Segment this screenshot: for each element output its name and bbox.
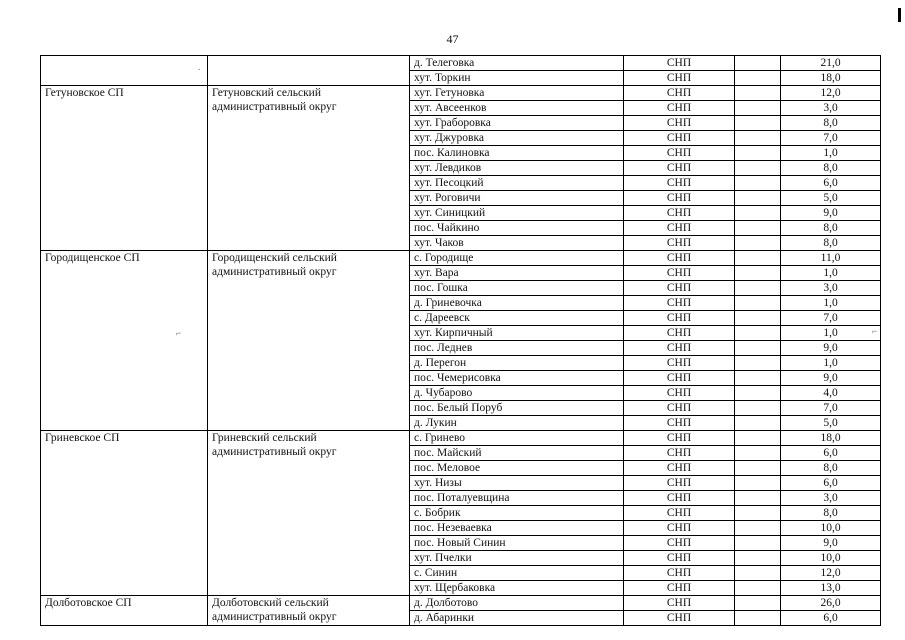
settlement-municipality: Городищенское СП	[41, 251, 208, 431]
settlement-type: СНП	[624, 611, 735, 626]
settlement-type: СНП	[624, 311, 735, 326]
settlement-value: 6,0	[781, 446, 881, 461]
settlement-name: пос. Гошка	[410, 281, 624, 296]
empty-cell	[735, 536, 781, 551]
settlement-name: д. Гриневочка	[410, 296, 624, 311]
settlement-value: 12,0	[781, 86, 881, 101]
settlement-type: СНП	[624, 146, 735, 161]
settlement-value: 18,0	[781, 71, 881, 86]
settlement-type: СНП	[624, 371, 735, 386]
settlement-name: хут. Граборовка	[410, 116, 624, 131]
empty-cell	[735, 596, 781, 611]
settlement-value: 7,0	[781, 401, 881, 416]
settlement-value: 3,0	[781, 281, 881, 296]
empty-cell	[735, 326, 781, 341]
empty-cell	[735, 71, 781, 86]
administrative-district: Долботовский сельский административный округ	[208, 596, 410, 626]
settlement-name: хут. Песоцкий	[410, 176, 624, 191]
empty-cell	[735, 416, 781, 431]
settlement-value: 3,0	[781, 101, 881, 116]
settlement-value: 5,0	[781, 191, 881, 206]
empty-cell	[735, 236, 781, 251]
settlement-name: хут. Кирпичный	[410, 326, 624, 341]
empty-cell	[735, 581, 781, 596]
table-row	[41, 56, 881, 71]
settlement-value: 9,0	[781, 206, 881, 221]
table-row	[41, 431, 881, 446]
empty-cell	[735, 521, 781, 536]
settlement-name: хут. Торкин	[410, 71, 624, 86]
page-number: 47	[446, 32, 459, 46]
administrative-district: Гриневский сельский административный округ	[208, 431, 410, 596]
settlement-value: 1,0	[781, 326, 881, 341]
empty-cell	[735, 566, 781, 581]
empty-cell	[735, 506, 781, 521]
settlement-value: 4,0	[781, 386, 881, 401]
settlement-name: пос. Новый Синин	[410, 536, 624, 551]
settlement-type: СНП	[624, 506, 735, 521]
settlement-type: СНП	[624, 581, 735, 596]
settlement-name: хут. Синицкий	[410, 206, 624, 221]
settlement-value: 5,0	[781, 416, 881, 431]
empty-cell	[735, 131, 781, 146]
settlement-type: СНП	[624, 596, 735, 611]
settlement-name: хут. Левдиков	[410, 161, 624, 176]
settlement-type: СНП	[624, 86, 735, 101]
settlement-type: СНП	[624, 71, 735, 86]
settlement-municipality: Гриневское СП	[41, 431, 208, 596]
settlement-value: 8,0	[781, 221, 881, 236]
settlement-name: хут. Роговичи	[410, 191, 624, 206]
empty-cell	[735, 371, 781, 386]
settlement-value: 11,0	[781, 251, 881, 266]
settlement-name: хут. Щербаковка	[410, 581, 624, 596]
empty-cell	[735, 431, 781, 446]
settlement-type: СНП	[624, 566, 735, 581]
settlement-name: с. Бобрик	[410, 506, 624, 521]
empty-cell	[735, 611, 781, 626]
settlement-name: пос. Меловое	[410, 461, 624, 476]
scan-edge-mark	[898, 8, 901, 22]
settlement-value: 6,0	[781, 476, 881, 491]
table-row	[41, 251, 881, 266]
settlement-type: СНП	[624, 191, 735, 206]
scan-speck: .	[198, 62, 201, 72]
empty-cell	[735, 296, 781, 311]
settlement-name: пос. Поталуевщина	[410, 491, 624, 506]
settlement-type: СНП	[624, 356, 735, 371]
empty-cell	[735, 551, 781, 566]
empty-cell	[735, 401, 781, 416]
settlement-name: пос. Майский	[410, 446, 624, 461]
settlement-name: пос. Белый Поруб	[410, 401, 624, 416]
settlement-type: СНП	[624, 386, 735, 401]
settlements-table	[40, 55, 881, 626]
settlement-value: 9,0	[781, 536, 881, 551]
empty-cell	[735, 386, 781, 401]
empty-cell	[735, 341, 781, 356]
settlement-type: СНП	[624, 401, 735, 416]
settlement-municipality: Гетуновское СП	[41, 86, 208, 251]
empty-cell	[735, 266, 781, 281]
settlement-name: с. Синин	[410, 566, 624, 581]
empty-cell	[735, 476, 781, 491]
settlement-name: пос. Леднев	[410, 341, 624, 356]
settlement-value: 6,0	[781, 611, 881, 626]
empty-cell	[735, 461, 781, 476]
settlement-name: д. Телеговка	[410, 56, 624, 71]
settlement-type: СНП	[624, 296, 735, 311]
settlement-name: пос. Чайкино	[410, 221, 624, 236]
settlement-name: хут. Низы	[410, 476, 624, 491]
settlement-type: СНП	[624, 446, 735, 461]
settlement-value: 18,0	[781, 431, 881, 446]
empty-cell	[735, 191, 781, 206]
settlement-name: хут. Гетуновка	[410, 86, 624, 101]
settlement-type: СНП	[624, 131, 735, 146]
empty-cell	[735, 446, 781, 461]
settlement-name: хут. Джуровка	[410, 131, 624, 146]
empty-cell	[735, 86, 781, 101]
empty-cell	[735, 356, 781, 371]
empty-cell	[735, 251, 781, 266]
settlement-type: СНП	[624, 161, 735, 176]
administrative-district	[208, 56, 410, 86]
administrative-district: Городищенский сельский административный округ	[208, 251, 410, 431]
table-row	[41, 596, 881, 611]
empty-cell	[735, 176, 781, 191]
settlement-value: 7,0	[781, 131, 881, 146]
empty-cell	[735, 116, 781, 131]
empty-cell	[735, 221, 781, 236]
settlement-value: 8,0	[781, 116, 881, 131]
settlement-type: СНП	[624, 56, 735, 71]
settlement-name: хут. Вара	[410, 266, 624, 281]
settlement-value: 8,0	[781, 161, 881, 176]
settlement-value: 8,0	[781, 506, 881, 521]
empty-cell	[735, 56, 781, 71]
administrative-district: Гетуновский сельский административный округ	[208, 86, 410, 251]
settlement-type: СНП	[624, 326, 735, 341]
settlement-name: д. Долботово	[410, 596, 624, 611]
settlement-value: 21,0	[781, 56, 881, 71]
empty-cell	[735, 206, 781, 221]
settlement-name: пос. Чемерисовка	[410, 371, 624, 386]
settlement-type: СНП	[624, 476, 735, 491]
settlement-value: 1,0	[781, 356, 881, 371]
settlement-type: СНП	[624, 116, 735, 131]
settlement-name: пос. Калиновка	[410, 146, 624, 161]
settlement-name: хут. Чаков	[410, 236, 624, 251]
settlement-name: с. Дареевск	[410, 311, 624, 326]
settlement-type: СНП	[624, 101, 735, 116]
settlement-type: СНП	[624, 251, 735, 266]
table-row	[41, 86, 881, 101]
settlement-type: СНП	[624, 266, 735, 281]
scan-speck: ⌐	[872, 326, 878, 336]
settlement-name: хут. Авсеенков	[410, 101, 624, 116]
settlement-type: СНП	[624, 491, 735, 506]
settlement-type: СНП	[624, 416, 735, 431]
settlement-name: с. Городище	[410, 251, 624, 266]
settlement-type: СНП	[624, 551, 735, 566]
settlement-value: 6,0	[781, 176, 881, 191]
empty-cell	[735, 281, 781, 296]
empty-cell	[735, 311, 781, 326]
settlement-type: СНП	[624, 341, 735, 356]
empty-cell	[735, 146, 781, 161]
settlement-value: 13,0	[781, 581, 881, 596]
settlement-municipality	[41, 56, 208, 86]
table-body	[41, 56, 881, 626]
settlement-type: СНП	[624, 521, 735, 536]
settlement-name: пос. Незеваевка	[410, 521, 624, 536]
settlement-name: с. Гринево	[410, 431, 624, 446]
settlement-type: СНП	[624, 431, 735, 446]
settlement-name: д. Перегон	[410, 356, 624, 371]
settlement-name: д. Чубарово	[410, 386, 624, 401]
settlement-type: СНП	[624, 536, 735, 551]
settlement-municipality: Долботовское СП	[41, 596, 208, 626]
settlement-type: СНП	[624, 221, 735, 236]
settlement-value: 9,0	[781, 341, 881, 356]
settlement-value: 1,0	[781, 146, 881, 161]
settlement-value: 8,0	[781, 461, 881, 476]
empty-cell	[735, 101, 781, 116]
settlement-value: 9,0	[781, 371, 881, 386]
settlement-type: СНП	[624, 461, 735, 476]
settlement-value: 26,0	[781, 596, 881, 611]
settlement-type: СНП	[624, 176, 735, 191]
settlement-type: СНП	[624, 206, 735, 221]
settlement-value: 1,0	[781, 296, 881, 311]
settlement-value: 10,0	[781, 521, 881, 536]
settlement-value: 7,0	[781, 311, 881, 326]
settlement-value: 3,0	[781, 491, 881, 506]
settlement-value: 1,0	[781, 266, 881, 281]
empty-cell	[735, 491, 781, 506]
settlement-value: 8,0	[781, 236, 881, 251]
settlement-value: 10,0	[781, 551, 881, 566]
settlement-name: д. Лукин	[410, 416, 624, 431]
scan-speck: ⌐	[176, 328, 182, 338]
settlement-name: хут. Пчелки	[410, 551, 624, 566]
settlement-type: СНП	[624, 236, 735, 251]
settlement-type: СНП	[624, 281, 735, 296]
empty-cell	[735, 161, 781, 176]
settlement-name: д. Абаринки	[410, 611, 624, 626]
settlement-value: 12,0	[781, 566, 881, 581]
